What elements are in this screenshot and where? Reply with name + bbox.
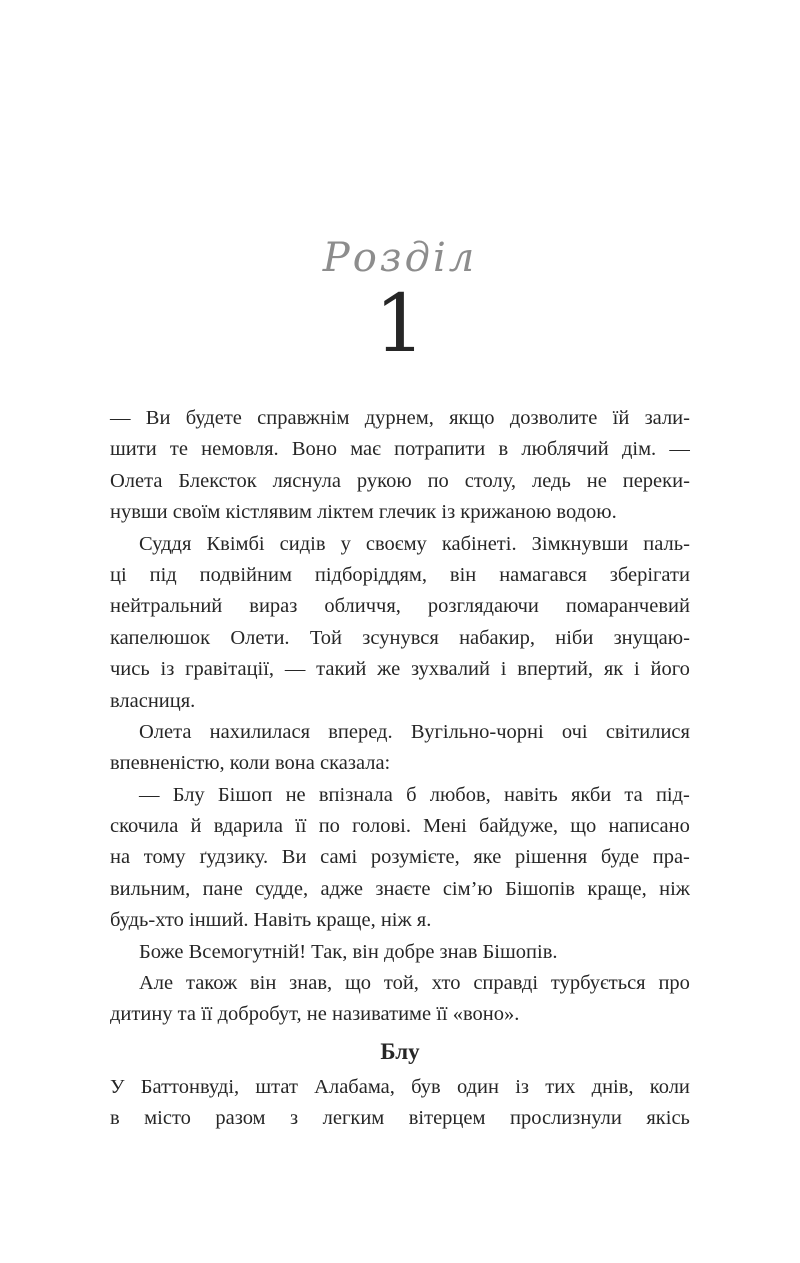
paragraph: [110, 1072, 690, 1135]
text-line: Олета нахилилася вперед. Вугільно-чорні очі світилися: [139, 720, 690, 743]
chapter-label: Розділ: [322, 235, 478, 281]
text-line: на тому ґудзику. Ви самі розумієте, яке рішення буде пра-: [110, 846, 690, 869]
text-line: нейтральний вираз обличчя, розглядаючи помаранчевий: [110, 595, 690, 618]
paragraph: [110, 529, 690, 717]
text-line: капелюшок Олети. Той зсунувся набакир, ніби знущаю-: [110, 626, 690, 649]
text-line: впевненістю, коли вона сказала:: [110, 752, 391, 775]
text-line: Олета Блексток ляснула рукою по столу, ледь не переки-: [110, 469, 690, 492]
text-line: Боже Всемогутній! Так, він добре знав Бішопів.: [139, 940, 558, 963]
text-line: — Блу Бішоп не впізнала б любов, навіть якби та під-: [139, 783, 690, 806]
text-line: власниця.: [110, 689, 196, 712]
text-line: Суддя Квімбі сидів у своєму кабінеті. Зімкнувши паль-: [139, 532, 690, 555]
text-line: вильним, пане судде, адже знаєте сім’ю Бішопів краще, ніж: [110, 877, 690, 900]
section-heading: Блу: [380, 1038, 420, 1064]
paragraph: [110, 937, 690, 968]
text-line: дитину та її добробут, не називатиме її «воно».: [110, 1003, 520, 1026]
text-block: [110, 403, 690, 1135]
text-line: в місто разом з легким вітерцем прослизнули якісь: [110, 1107, 690, 1130]
text-line: будь-хто інший. Навіть краще, ніж я.: [110, 909, 432, 932]
text-line: ці під подвійним підборіддям, він намагався зберігати: [110, 563, 690, 586]
text-line: Але також він знав, що той, хто справді турбується про: [139, 972, 690, 995]
paragraph: [110, 968, 690, 1031]
text-line: У Баттонвуді, штат Алабама, був один із тих днів, коли: [110, 1075, 690, 1098]
chapter-number: 1: [374, 277, 426, 370]
text-line: — Ви будете справжнім дурнем, якщо дозволите їй зали-: [110, 407, 690, 429]
paragraph: [110, 717, 690, 780]
paragraph: [110, 780, 690, 937]
text-line: нувши своїм кістлявим ліктем глечик із крижаною водою.: [110, 501, 617, 524]
paragraph: [110, 403, 690, 529]
text-line: скочила й вдарила її по голові. Мені байдуже, що написано: [110, 815, 690, 838]
text-line: шити те немовля. Воно має потрапити в люблячий дім. —: [110, 438, 690, 461]
text-line: чись із гравітації, — такий же зухвалий і впертий, як і його: [110, 658, 690, 681]
